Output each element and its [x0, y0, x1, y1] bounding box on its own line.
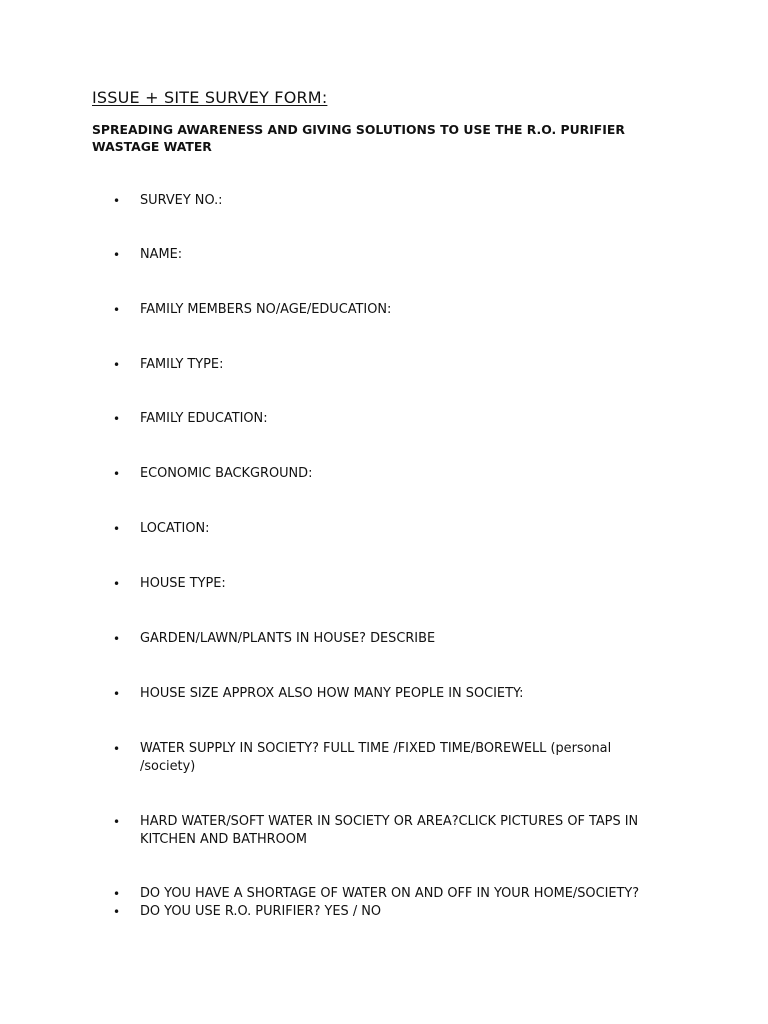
list-item-label: HARD WATER/SOFT WATER IN SOCIETY OR AREA?CLICK PICTURES OF TAPS IN KITCHEN AND BATHROOM [140, 814, 639, 847]
bullet-icon: • [113, 742, 121, 756]
bullet-icon: • [113, 522, 121, 536]
list-item-label: ECONOMIC BACKGROUND: [140, 466, 313, 481]
list-item-label: FAMILY EDUCATION: [140, 411, 268, 426]
list-item-label: DO YOU USE R.O. PURIFIER? YES / NO [140, 904, 382, 919]
form-title: ISSUE + SITE SURVEY FORM: [92, 88, 328, 107]
list-item-water-shortage [113, 885, 713, 903]
bullet-icon: • [113, 248, 121, 262]
list-item-hard-water [113, 813, 673, 849]
list-item-label: FAMILY MEMBERS NO/AGE/EDUCATION: [140, 302, 392, 317]
list-item-label: LOCATION: [140, 521, 210, 536]
bullet-icon: • [113, 687, 121, 701]
list-item-label: NAME: [140, 247, 183, 262]
list-item-house-type [113, 575, 673, 593]
list-item-label: HOUSE TYPE: [140, 576, 226, 591]
bullet-icon: • [113, 194, 121, 208]
bullet-icon: • [113, 412, 121, 426]
bullet-icon: • [113, 577, 121, 591]
bullet-icon: • [113, 815, 121, 829]
list-item-label: WATER SUPPLY IN SOCIETY? FULL TIME /FIXED TIME/BOREWELL (personal /society) [140, 741, 612, 774]
list-item-ro-purifier [113, 903, 673, 921]
bullet-icon: • [113, 887, 121, 901]
bullet-icon: • [113, 358, 121, 372]
bullet-icon: • [113, 632, 121, 646]
list-item-label: GARDEN/LAWN/PLANTS IN HOUSE? DESCRIBE [140, 631, 436, 646]
list-item-garden [113, 630, 673, 648]
list-item-label: DO YOU HAVE A SHORTAGE OF WATER ON AND OFF IN YOUR HOME/SOCIETY? [140, 886, 640, 901]
list-item-economic-background [113, 465, 673, 483]
bullet-icon: • [113, 905, 121, 919]
list-item-label: FAMILY TYPE: [140, 357, 224, 372]
list-item-label: HOUSE SIZE APPROX ALSO HOW MANY PEOPLE IN SOCIETY: [140, 686, 524, 701]
list-item-family-type [113, 356, 673, 374]
list-item-house-size [113, 685, 673, 703]
form-subtitle: SPREADING AWARENESS AND GIVING SOLUTIONS TO USE THE R.O. PURIFIER WASTAGE WATER [92, 122, 625, 154]
bullet-icon: • [113, 467, 121, 481]
list-item-family-members [113, 301, 673, 319]
list-item-name [113, 246, 673, 264]
list-item-water-supply [113, 740, 633, 776]
bullet-icon: • [113, 303, 121, 317]
list-item-survey-no [113, 192, 673, 210]
list-item-location [113, 520, 673, 538]
list-item-family-education [113, 410, 673, 428]
list-item-label: SURVEY NO.: [140, 193, 223, 208]
